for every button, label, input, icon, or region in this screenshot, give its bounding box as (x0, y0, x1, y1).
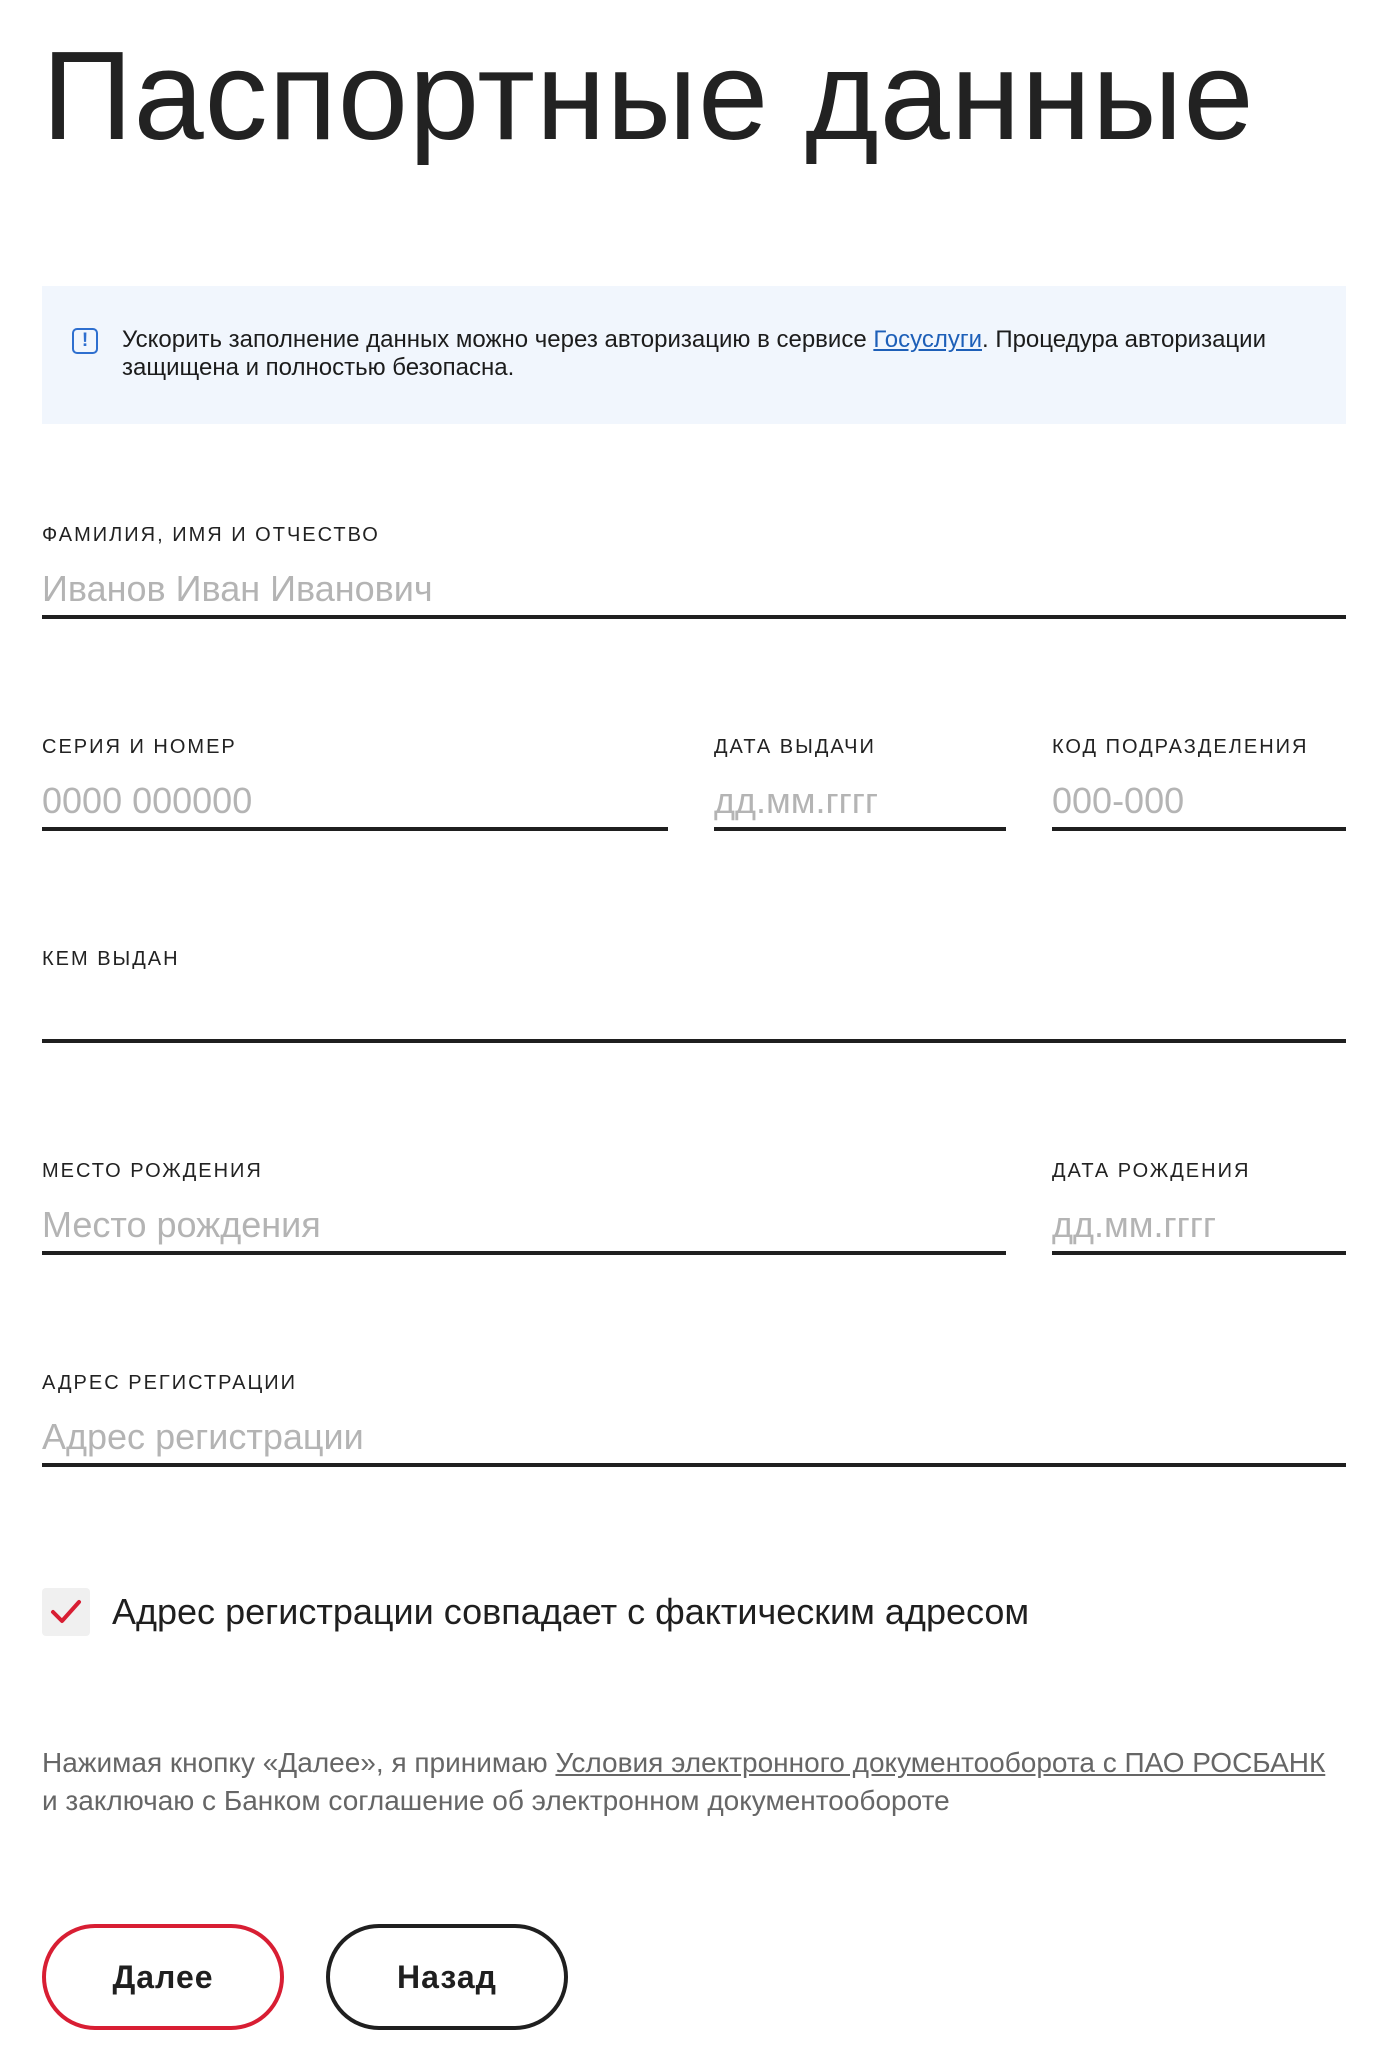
full-name-label: ФАМИЛИЯ, ИМЯ И ОТЧЕСТВО (42, 524, 380, 546)
notice-text (122, 326, 1282, 382)
birth-date-input[interactable] (1052, 1199, 1346, 1255)
issued-by-field (42, 948, 1346, 1043)
full-name-input[interactable] (42, 563, 1346, 619)
registration-address-field (42, 1372, 1346, 1467)
address-match-checkbox[interactable] (42, 1588, 90, 1636)
notice-text-after: . Процедура авторизации защищена и полностью безопасна. (122, 326, 1266, 381)
registration-address-label: АДРЕС РЕГИСТРАЦИИ (42, 1372, 297, 1394)
full-name-field (42, 524, 1346, 619)
birth-place-input[interactable] (42, 1199, 1006, 1255)
issued-by-input[interactable] (42, 987, 1346, 1043)
issued-by-label: КЕМ ВЫДАН (42, 948, 180, 970)
next-button[interactable]: Далее (42, 1924, 284, 2030)
birth-place-field (42, 1160, 1006, 1255)
passport-number-field (42, 736, 668, 831)
division-code-field (1052, 736, 1346, 831)
passport-number-label: СЕРИЯ И НОМЕР (42, 736, 237, 758)
consent-text-after: и заключаю с Банком соглашение об электронном документообороте (42, 1785, 950, 1816)
edo-terms-link[interactable]: Условия электронного документооборота с ПАО РОСБАНК (555, 1747, 1326, 1778)
issue-date-field (714, 736, 1006, 831)
notice-text-before: Ускорить заполнение данных можно через авторизацию в сервисе (122, 326, 874, 353)
gosuslugi-link[interactable]: Госуслуги (873, 326, 982, 353)
passport-number-input[interactable] (42, 775, 668, 831)
address-match-label: Адрес регистрации совпадает с фактическим адресом (112, 1591, 1030, 1632)
page-title: Паспортные данные (42, 25, 1255, 166)
division-code-input[interactable] (1052, 775, 1346, 831)
info-exclamation-icon: ! (72, 328, 98, 354)
consent-text-before: Нажимая кнопку «Далее», я принимаю (42, 1747, 556, 1778)
division-code-label: КОД ПОДРАЗДЕЛЕНИЯ (1052, 736, 1309, 758)
birth-date-field (1052, 1160, 1346, 1255)
issue-date-input[interactable] (714, 775, 1006, 831)
address-match-row (42, 1588, 1029, 1636)
consent-text (42, 1744, 1332, 1820)
birth-date-label: ДАТА РОЖДЕНИЯ (1052, 1160, 1251, 1182)
issue-date-label: ДАТА ВЫДАЧИ (714, 736, 876, 758)
gosuslugi-notice (42, 286, 1346, 424)
checkmark-icon (50, 1598, 82, 1626)
birth-place-label: МЕСТО РОЖДЕНИЯ (42, 1160, 263, 1182)
registration-address-input[interactable] (42, 1411, 1346, 1467)
back-button[interactable]: Назад (326, 1924, 568, 2030)
